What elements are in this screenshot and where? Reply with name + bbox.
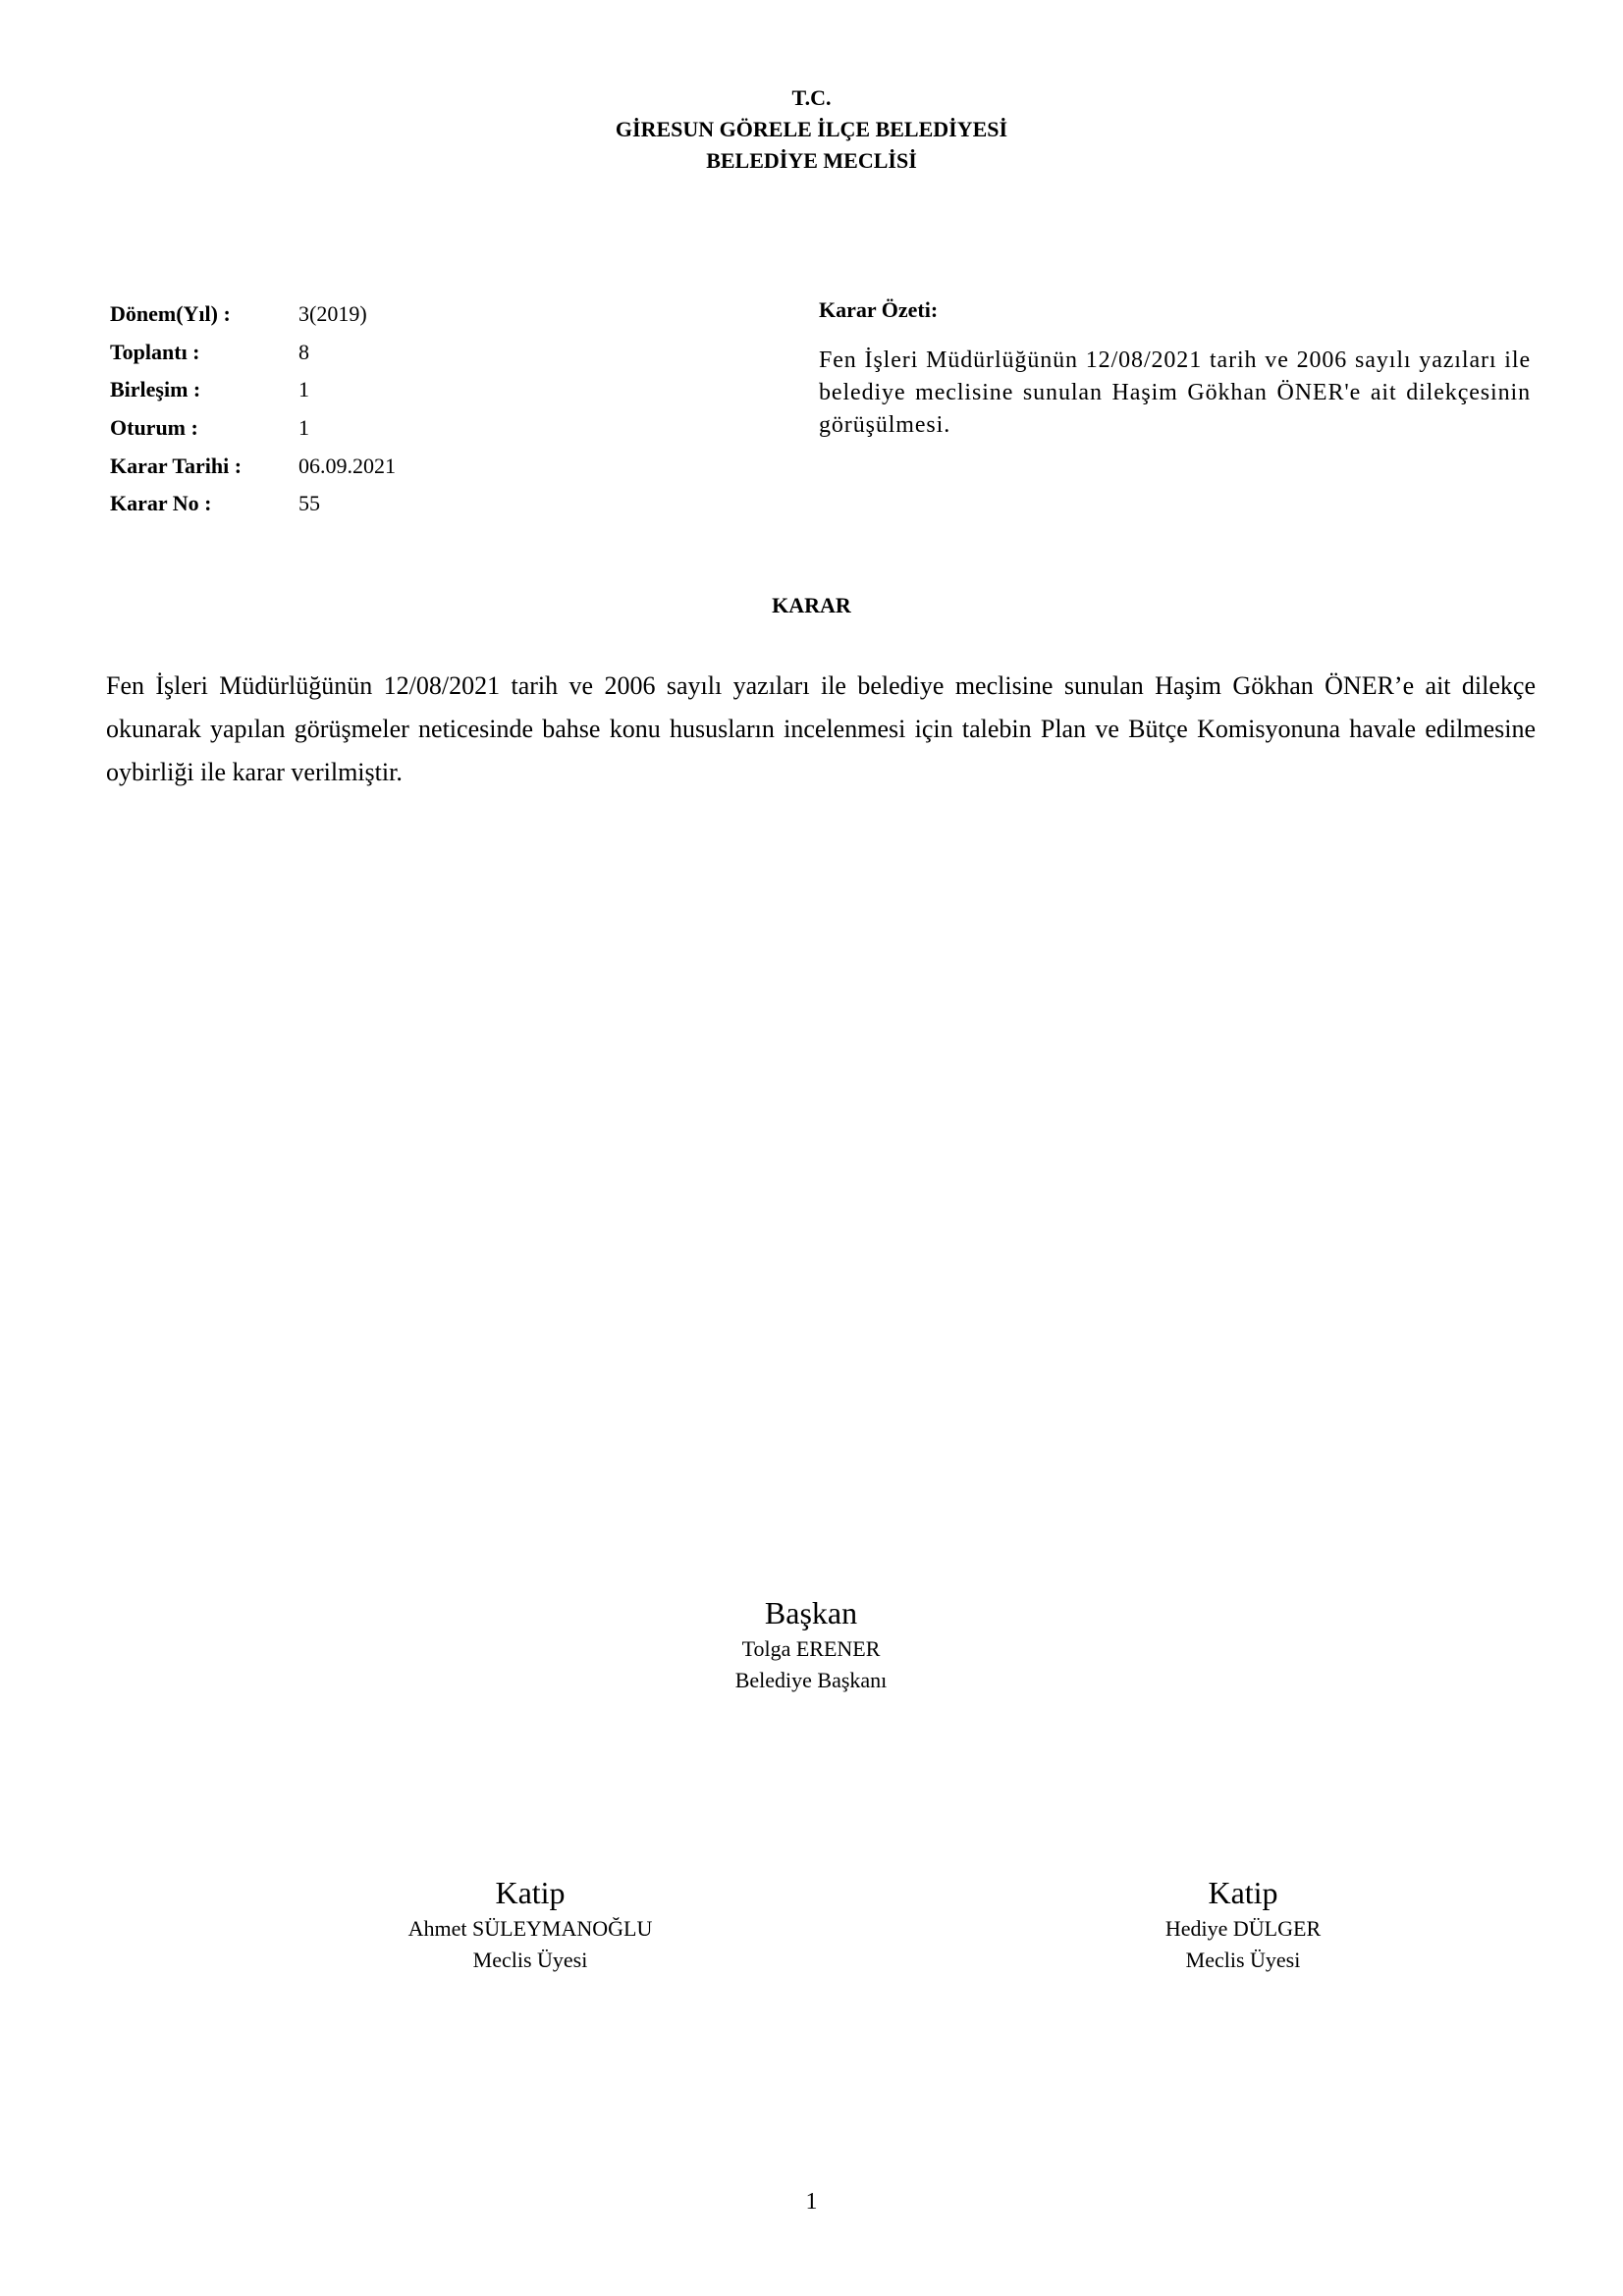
signature-katip-1 xyxy=(334,1872,727,1976)
decision-text: Fen İşleri Müdürlüğünün 12/08/2021 tarih ve 2006 sayılı yazıları ile belediye meclisine sunulan Haşim Gökhan ÖNER’e ait dilekçe okunarak yapılan görüşmeler neticesinde bahse konu hususların incelenmesi için talebin Plan ve Bütçe Komisyonuna havale edilmesine oybirliği ile karar verilmiştir. xyxy=(106,671,1536,786)
signature-name: Hediye DÜLGER xyxy=(1164,1916,1322,1941)
meta-label: Dönem(Yıl) : xyxy=(110,301,231,327)
meta-label: Birleşim : xyxy=(110,377,201,402)
meta-value: 55 xyxy=(298,491,320,516)
signature-title: Meclis Üyesi xyxy=(472,1948,588,1972)
header-country: T.C. xyxy=(791,85,832,110)
decision-title: KARAR xyxy=(772,593,851,617)
signature-role: Katip xyxy=(495,1875,566,1910)
meta-row-toplanti xyxy=(110,334,396,372)
summary-title: Karar Özeti: xyxy=(819,297,939,322)
signature-name: Ahmet SÜLEYMANOĞLU xyxy=(407,1916,653,1941)
document-header xyxy=(0,82,1623,177)
meeting-info-table xyxy=(110,295,396,523)
signature-name: Tolga ERENER xyxy=(741,1636,881,1661)
meta-row-donem xyxy=(110,295,396,334)
summary-text: Fen İşleri Müdürlüğünün 12/08/2021 tarih ve 2006 sayılı yazıları ile belediye meclisine sunulan Haşim Gökhan ÖNER'e ait dilekçesinin görüşülmesi. xyxy=(819,347,1531,438)
page-number: 1 xyxy=(805,2189,818,2215)
meta-label: Karar Tarihi : xyxy=(110,453,243,478)
meta-value: 06.09.2021 xyxy=(298,453,396,478)
meta-value: 1 xyxy=(298,415,309,441)
signature-role: Başkan xyxy=(764,1595,858,1630)
signature-title: Belediye Başkanı xyxy=(734,1668,888,1692)
meta-value: 3(2019) xyxy=(298,301,367,327)
decision-summary xyxy=(819,295,1531,442)
meta-row-karar-no xyxy=(110,485,396,523)
signature-baskan xyxy=(615,1592,1007,1696)
meta-row-birlesim xyxy=(110,371,396,409)
header-council: BELEDİYE MECLİSİ xyxy=(706,148,917,173)
meta-row-karar-tarihi xyxy=(110,447,396,485)
signature-katip-2 xyxy=(1047,1872,1439,1976)
meta-label: Toplantı : xyxy=(110,339,200,364)
header-municipality: GİRESUN GÖRELE İLÇE BELEDİYESİ xyxy=(615,117,1008,141)
signature-role: Katip xyxy=(1208,1875,1278,1910)
meta-value: 1 xyxy=(298,377,309,402)
signature-title: Meclis Üyesi xyxy=(1185,1948,1301,1972)
meta-value: 8 xyxy=(298,339,309,364)
meta-label: Karar No : xyxy=(110,491,212,516)
meta-row-oturum xyxy=(110,409,396,448)
meta-label: Oturum : xyxy=(110,415,198,441)
